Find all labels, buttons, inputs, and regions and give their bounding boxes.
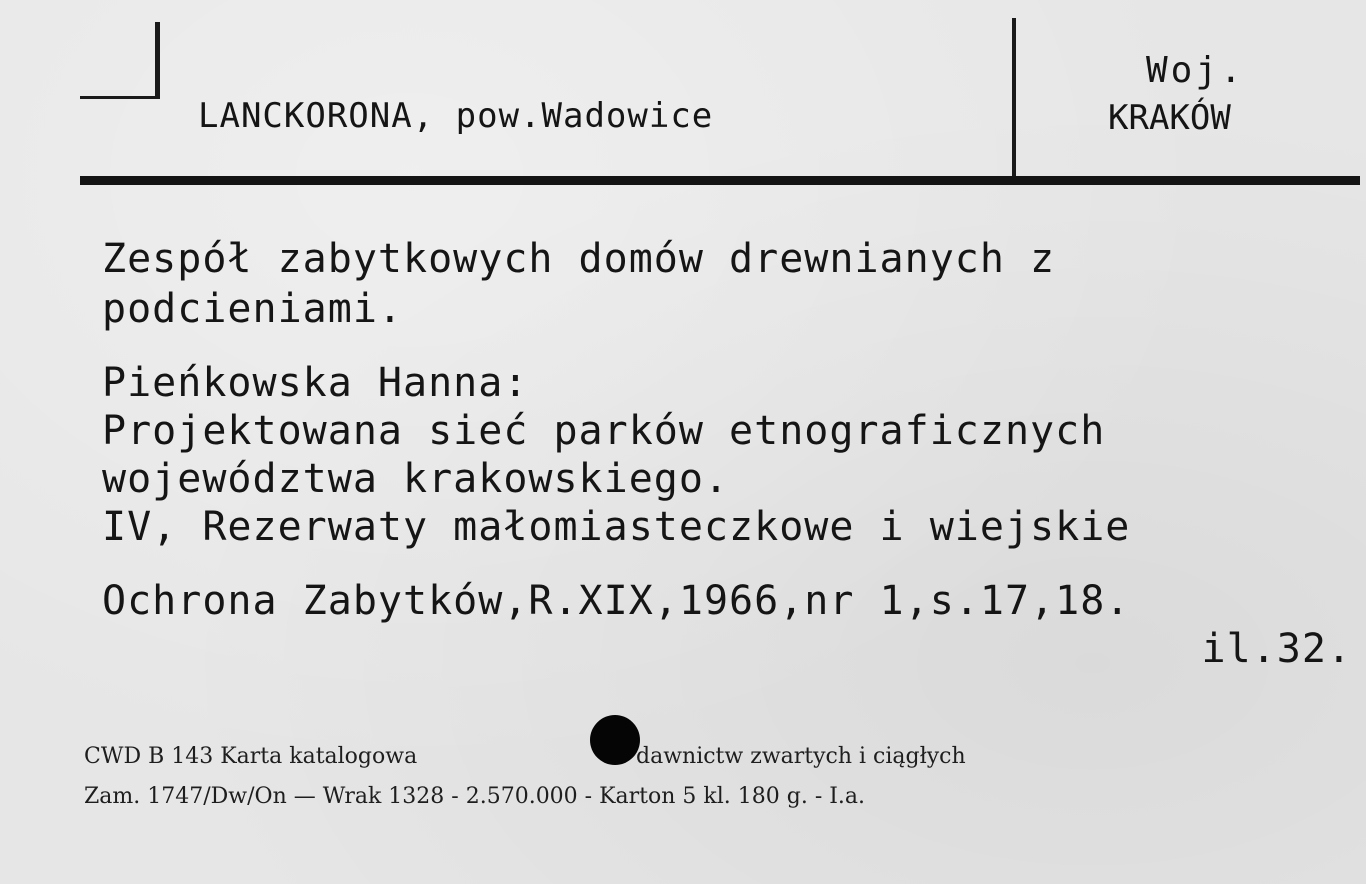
description-line-2: podcieniami. [102, 286, 403, 332]
header-rule [80, 176, 1360, 185]
reference-source-line-2: il.32. [1201, 626, 1352, 672]
header-divider [1012, 18, 1016, 176]
reference-title-line-3: IV, Rezerwaty małomiasteczkowe i wiejskie [102, 504, 1131, 550]
voivodeship-name: KRAKÓW [1108, 98, 1231, 138]
corner-mark-horizontal [80, 96, 160, 99]
reference-title-line-1: Projektowana sieć parków etnograficznych [102, 408, 1106, 454]
footer-line-2: Zam. 1747/Dw/On — Wrak 1328 - 2.570.000 - Karton 5 kl. 180 g. - I.a. [84, 784, 866, 809]
reference-author: Pieńkowska Hanna: [102, 360, 529, 406]
description-line-1: Zespół zabytkowych domów drewnianych z [102, 236, 1056, 282]
footer-line-1-left: CWD B 143 Karta katalogowa [84, 744, 418, 769]
reference-source-line-1: Ochrona Zabytków,R.XIX,1966,nr 1,s.17,18. [102, 578, 1131, 624]
place-heading: LANCKORONA, pow.Wadowice [198, 96, 714, 136]
voivodeship-label: Woj. [1146, 50, 1245, 91]
corner-mark-vertical [155, 22, 160, 98]
footer-line-1-right: dawnictw zwartych i ciągłych [636, 744, 966, 769]
punch-hole [590, 715, 640, 765]
reference-title-line-2: województwa krakowskiego. [102, 456, 730, 502]
